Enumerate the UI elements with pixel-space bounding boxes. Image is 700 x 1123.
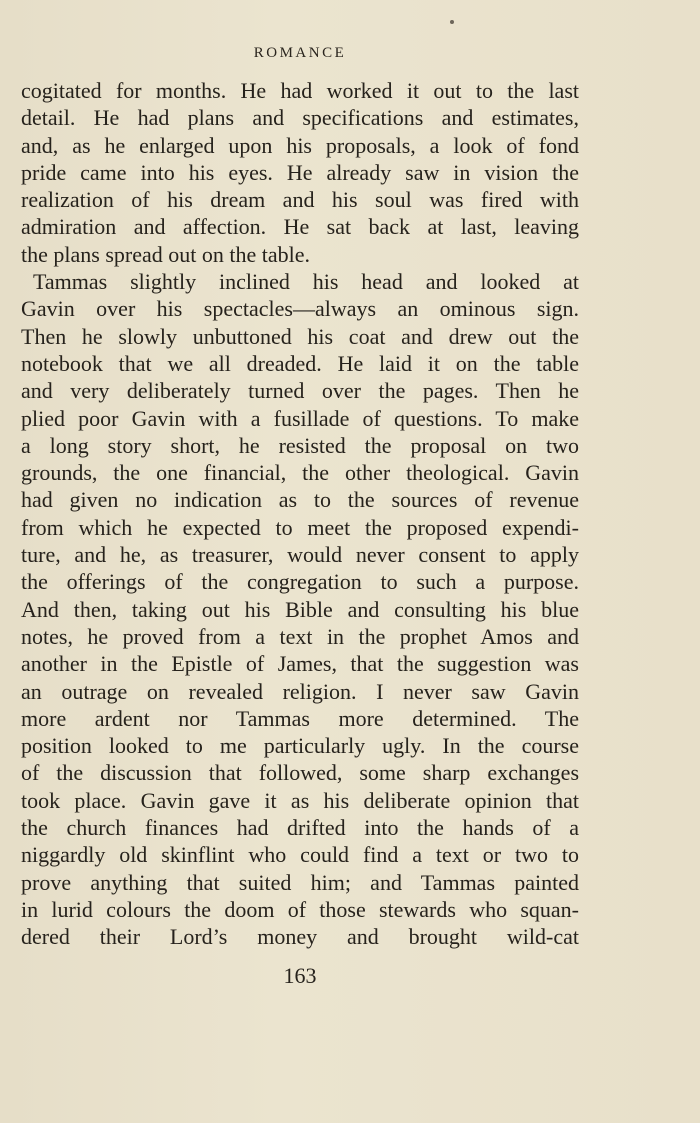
text-line: notes, he proved from a text in the prophet Amos and bbox=[21, 623, 579, 649]
text-line: admiration and affection. He sat back at last, leaving bbox=[21, 214, 579, 240]
running-head: ROMANCE bbox=[253, 45, 347, 61]
text-line: and, as he enlarged upon his proposals, a look of fond bbox=[21, 132, 579, 158]
text-line: notebook that we all dreaded. He laid it on the table bbox=[21, 350, 579, 376]
text-line: from which he expected to meet the proposed expendi- bbox=[21, 514, 579, 540]
text-line: and very deliberately turned over the pages. Then he bbox=[21, 378, 579, 404]
text-line: another in the Epistle of James, that the suggestion was bbox=[21, 651, 579, 677]
text-line: niggardly old skinflint who could find a text or two to bbox=[21, 842, 579, 868]
text-line: Gavin over his spectacles—always an ominous sign. bbox=[21, 296, 579, 322]
text-line: ture, and he, as treasurer, would never consent to apply bbox=[21, 542, 579, 568]
text-line: Tammas slightly inclined his head and looked at bbox=[33, 269, 579, 295]
text-line: in lurid colours the doom of those stewards who squan- bbox=[21, 896, 579, 922]
text-line: And then, taking out his Bible and consulting his blue bbox=[21, 596, 579, 622]
text-line: position looked to me particularly ugly. In the course bbox=[21, 733, 579, 759]
text-line: a long story short, he resisted the proposal on two bbox=[21, 432, 579, 458]
body-text bbox=[21, 77, 579, 951]
text-line: prove anything that suited him; and Tammas painted bbox=[21, 869, 579, 895]
text-line: of the discussion that followed, some sharp exchanges bbox=[21, 760, 579, 786]
text-line: more ardent nor Tammas more determined. The bbox=[21, 705, 579, 731]
page-number: 163 bbox=[283, 963, 317, 988]
text-line: an outrage on revealed religion. I never saw Gavin bbox=[21, 678, 579, 704]
text-line: realization of his dream and his soul was fired with bbox=[21, 187, 579, 213]
text-line: the plans spread out on the table. bbox=[21, 241, 310, 267]
text-line: had given no indication as to the sources of revenue bbox=[21, 487, 579, 513]
text-line: cogitated for months. He had worked it out to the last bbox=[21, 78, 579, 103]
text-line: grounds, the one financial, the other theological. Gavin bbox=[21, 460, 579, 486]
text-line: plied poor Gavin with a fusillade of questions. To make bbox=[21, 405, 579, 431]
text-line: the offerings of the congregation to such a purpose. bbox=[21, 569, 579, 595]
text-line: dered their Lord’s money and brought wild-cat bbox=[21, 924, 579, 950]
text-line: the church finances had drifted into the hands of a bbox=[21, 815, 579, 841]
text-line: pride came into his eyes. He already saw in vision the bbox=[21, 159, 579, 185]
text-line: Then he slowly unbuttoned his coat and drew out the bbox=[21, 323, 579, 349]
page-speck bbox=[450, 20, 454, 24]
text-line: detail. He had plans and specifications and estimates, bbox=[21, 105, 579, 131]
text-line: took place. Gavin gave it as his deliberate opinion that bbox=[21, 787, 579, 813]
